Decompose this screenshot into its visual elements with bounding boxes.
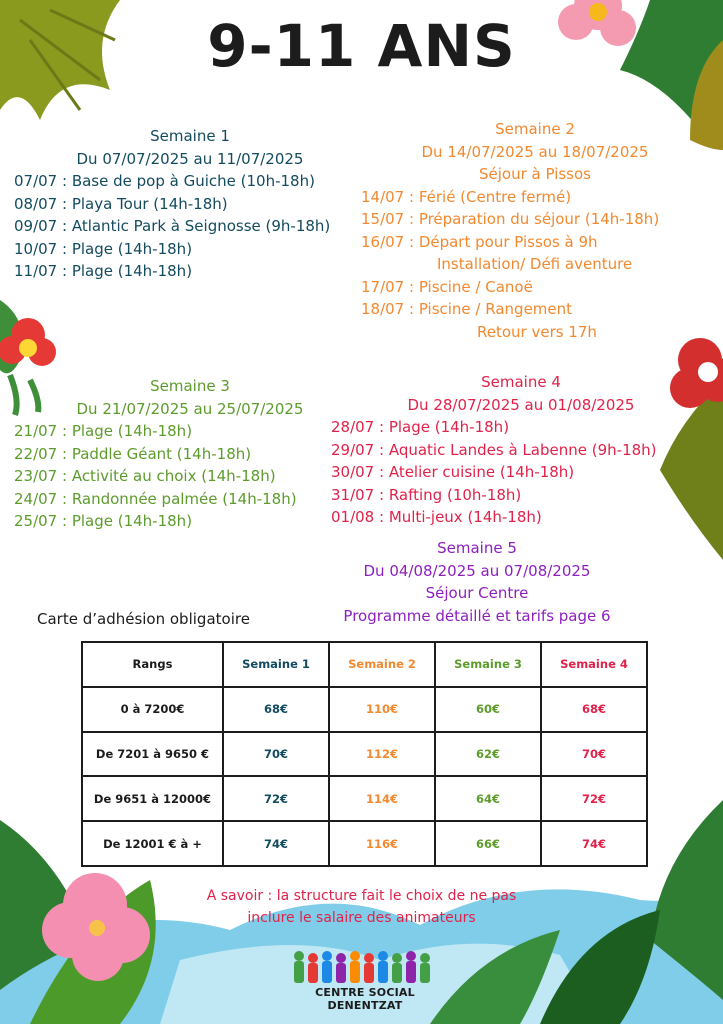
table-cell: 72€ [223, 776, 329, 821]
list-item: 29/07 : Aquatic Landes à Labenne (9h-18h) [331, 440, 657, 459]
table-cell: 68€ [223, 687, 329, 732]
table-cell: 72€ [541, 776, 647, 821]
centre-social-logo [285, 948, 445, 1014]
semaine-1-title: Semaine 1 [150, 127, 230, 145]
table-header-cell: Semaine 1 [223, 642, 329, 687]
table-cell: 110€ [329, 687, 435, 732]
membership-card-note: Carte d’adhésion obligatoire [37, 610, 250, 628]
semaine-4-dates: Du 28/07/2025 au 01/08/2025 [407, 395, 635, 414]
table-header-cell: Rangs [82, 642, 223, 687]
table-cell: De 9651 à 12000€ [82, 776, 223, 821]
table-cell: 112€ [329, 732, 435, 777]
table-row [82, 732, 647, 777]
semaine-5-subtitle: Séjour Centre [425, 584, 529, 602]
info-note-line: A savoir : la structure fait le choix de ne pas [206, 888, 517, 904]
table-cell: 114€ [329, 776, 435, 821]
semaine-1-block [14, 125, 380, 283]
semaine-4-block [331, 371, 711, 529]
semaine-1-dates: Du 07/07/2025 au 11/07/2025 [76, 149, 304, 168]
table-cell: 66€ [435, 821, 541, 866]
list-item: 07/07 : Base de pop à Guiche (10h-18h) [14, 172, 315, 190]
list-item: 09/07 : Atlantic Park à Seignosse (9h-18h) [14, 217, 331, 235]
table-cell: 0 à 7200€ [82, 687, 223, 732]
list-item: 22/07 : Paddle Géant (14h-18h) [14, 444, 252, 463]
table-cell: 64€ [435, 776, 541, 821]
list-item: 24/07 : Randonnée palmée (14h-18h) [14, 489, 297, 508]
semaine-5-dates: Du 04/08/2025 au 07/08/2025 [363, 561, 591, 580]
list-item: Retour vers 17h [477, 322, 597, 341]
info-note [0, 885, 723, 929]
semaine-5-note: Programme détaillé et tarifs page 6 [343, 606, 611, 625]
list-item: Installation/ Défi aventure [437, 255, 633, 273]
list-item: 08/07 : Playa Tour (14h-18h) [14, 194, 228, 213]
list-item: 23/07 : Activité au choix (14h-18h) [14, 467, 276, 485]
list-item: 25/07 : Plage (14h-18h) [14, 512, 193, 530]
table-cell: 74€ [541, 821, 647, 866]
list-item: 11/07 : Plage (14h-18h) [14, 262, 193, 280]
table-header-row [82, 642, 647, 687]
semaine-3-block [14, 375, 380, 533]
table-cell: 116€ [329, 821, 435, 866]
table-cell: 70€ [223, 732, 329, 777]
table-cell: 74€ [223, 821, 329, 866]
tarifs-table [81, 641, 648, 867]
semaine-5-title: Semaine 5 [437, 539, 517, 557]
table-cell: De 7201 à 9650 € [82, 732, 223, 777]
people-silhouettes-icon [285, 948, 445, 988]
table-cell: De 12001 € à + [82, 821, 223, 866]
list-item: 30/07 : Atelier cuisine (14h-18h) [331, 463, 575, 481]
semaine-2-subtitle: Séjour à Pissos [478, 165, 591, 183]
list-item: 15/07 : Préparation du séjour (14h-18h) [361, 210, 660, 228]
list-item: 17/07 : Piscine / Canoë [361, 277, 533, 296]
list-item: 28/07 : Plage (14h-18h) [331, 418, 510, 436]
table-header-cell: Semaine 3 [435, 642, 541, 687]
page-title: 9-11 ANS [207, 12, 516, 80]
list-item: 31/07 : Rafting (10h-18h) [331, 485, 522, 504]
table-header-cell: Semaine 2 [329, 642, 435, 687]
logo-text: CENTRE SOCIAL DENENTZAT [315, 986, 415, 1012]
semaine-2-block [361, 118, 709, 343]
list-item: 18/07 : Piscine / Rangement [361, 300, 573, 318]
list-item: 10/07 : Plage (14h-18h) [14, 239, 193, 258]
table-cell: 68€ [541, 687, 647, 732]
list-item: 16/07 : Départ pour Pissos à 9h [361, 232, 598, 251]
info-note-line: inclure le salaire des animateurs [247, 910, 476, 926]
table-header-cell: Semaine 4 [541, 642, 647, 687]
table-cell: 60€ [435, 687, 541, 732]
table-row [82, 821, 647, 866]
semaine-3-dates: Du 21/07/2025 au 25/07/2025 [76, 399, 304, 418]
list-item: 14/07 : Férié (Centre fermé) [361, 187, 572, 206]
list-item: 01/08 : Multi-jeux (14h-18h) [331, 508, 542, 526]
list-item: 21/07 : Plage (14h-18h) [14, 422, 193, 440]
table-cell: 62€ [435, 732, 541, 777]
semaine-2-title: Semaine 2 [495, 120, 575, 138]
table-row [82, 776, 647, 821]
semaine-5-block [331, 537, 623, 627]
table-cell: 70€ [541, 732, 647, 777]
semaine-2-dates: Du 14/07/2025 au 18/07/2025 [421, 142, 649, 161]
table-row [82, 687, 647, 732]
semaine-3-title: Semaine 3 [150, 377, 230, 395]
semaine-4-title: Semaine 4 [481, 373, 561, 391]
